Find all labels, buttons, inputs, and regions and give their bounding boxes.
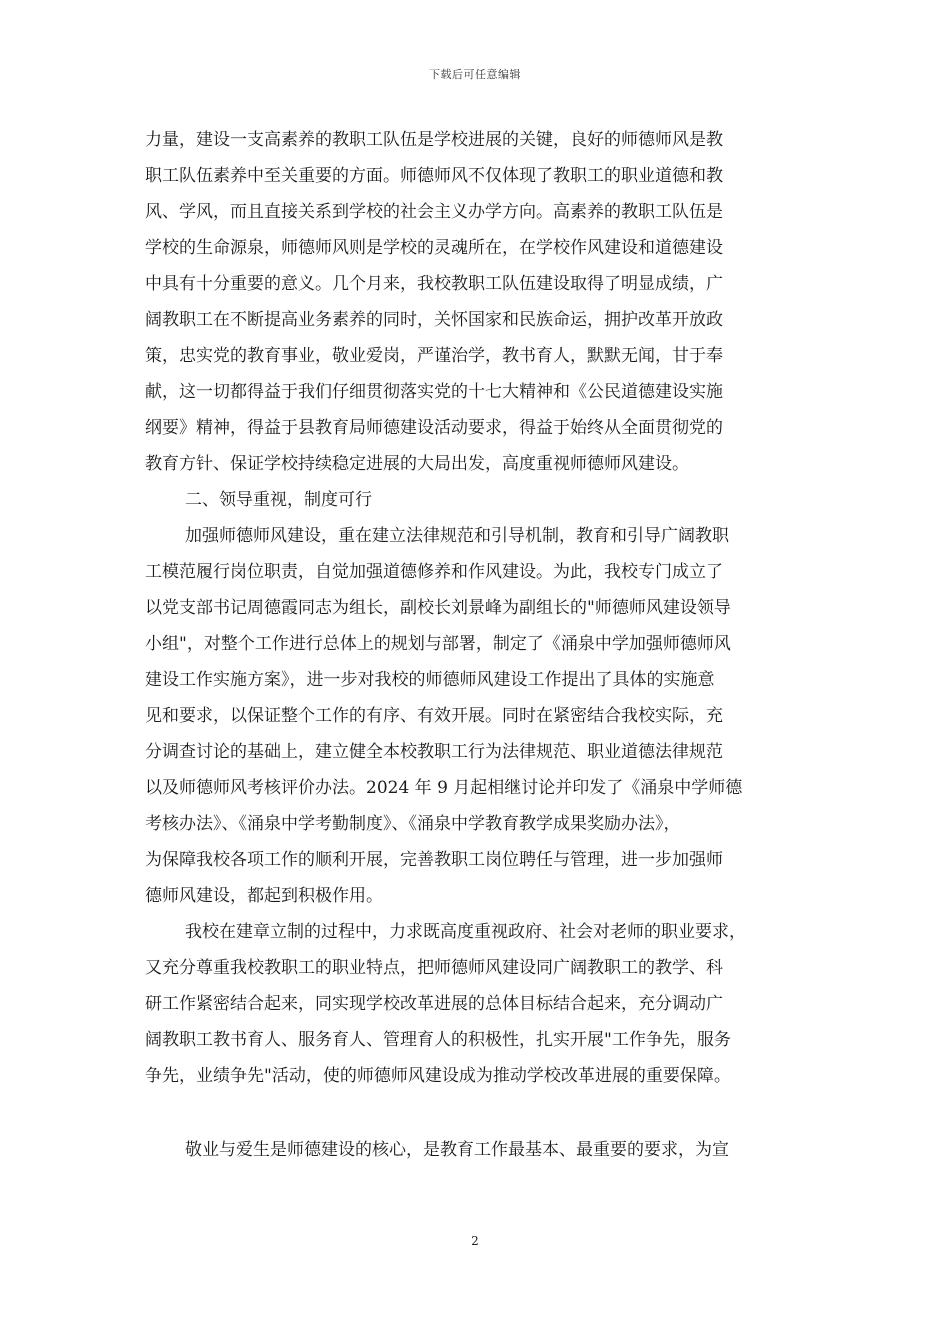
text-line: 风、学风，而且直接关系到学校的社会主义办学方向。高素养的教职工队伍是 [145,202,723,222]
text-line: 策，忠实党的教育事业，敬业爱岗，严谨治学，教书育人，默默无闻，甘于奉 [145,346,723,366]
text-line: 为保障我校各项工作的顺利开展，完善教职工岗位聘任与管理，进一步加强师 [145,850,723,870]
text-line: 建设工作实施方案》，进一步对我校的师德师风建设工作提出了具体的实施意 [145,670,715,690]
text-line: 阔教职工在不断提高业务素养的同时，关怀国家和民族命运，拥护改革开放政 [145,310,723,330]
text-line: 以党支部书记周德霞同志为组长，副校长刘景峰为副组长的"师德师风建设领导 [145,598,731,618]
text-line: 我校在建章立制的过程中，力求既高度重视政府、社会对老师的职业要求， [185,922,746,942]
text-line: 以及师德师风考核评价办法。2024 年 9 月起相继讨论并印发了《涌泉中学师德 [145,778,743,798]
text-line: 力量，建设一支高素养的教职工队伍是学校进展的关键，良好的师德师风是教 [145,130,723,150]
text-line: 中具有十分重要的意义。几个月来，我校教职工队伍建设取得了明显成绩，广 [145,274,723,294]
text-line: 研工作紧密结合起来，同实现学校改革进展的总体目标结合起来，充分调动广 [145,994,723,1014]
text-line: 见和要求，以保证整个工作的有序、有效开展。同时在紧密结合我校实际，充 [145,706,723,726]
paragraph-spacer [145,1094,807,1132]
paragraph-3 [145,914,807,1094]
document-body [145,122,807,1168]
text-line: 分调查讨论的基础上，建立健全本校教职工行为法律规范、职业道德法律规范 [145,742,723,762]
section-heading [145,482,807,518]
text-line: 献，这一切都得益于我们仔细贯彻落实党的十七大精神和《公民道德建设实施 [145,382,723,402]
paragraph-2 [145,518,807,914]
text-line: 又充分尊重我校教职工的职业特点，把师德师风建设同广阔教职工的教学、科 [145,958,723,978]
text-line: 争先，业绩争先"活动，使的师德师风建设成为推动学校改革进展的重要保障。 [145,1066,731,1086]
text-line: 工模范履行岗位职责，自觉加强道德修养和作风建设。为此，我校专门成立了 [145,562,723,582]
section-heading-text: 二、领导重视，制度可行 [185,490,372,510]
text-line: 教育方针、保证学校持续稳定进展的大局出发，高度重视师德师风建设。 [145,454,689,474]
text-line: 德师风建设，都起到积极作用。 [145,886,383,906]
page-number: 2 [471,1234,479,1248]
paragraph-4 [145,1132,807,1168]
text-line: 考核办法》、《涌泉中学考勤制度》、《涌泉中学教育教学成果奖励办法》， [145,814,681,834]
paragraph-1 [145,122,807,482]
text-line: 阔教职工教书育人、服务育人、管理育人的积极性，扎实开展"工作争先，服务 [145,1030,731,1050]
text-line: 职工队伍素养中至关重要的方面。师德师风不仅体现了教职工的职业道德和教 [145,166,723,186]
text-line: 加强师德师风建设，重在建立法律规范和引导机制，教育和引导广阔教职 [185,526,729,546]
text-line: 敬业与爱生是师德建设的核心，是教育工作最基本、最重要的要求，为宣 [185,1140,729,1160]
text-line: 小组"，对整个工作进行总体上的规划与部署，制定了《涌泉中学加强师德师风 [145,634,731,654]
page-header-note: 下载后可任意编辑 [429,68,521,81]
text-line: 纲要》精神，得益于县教育局师德建设活动要求，得益于始终从全面贯彻党的 [145,418,723,438]
text-line: 学校的生命源泉，师德师风则是学校的灵魂所在，在学校作风建设和道德建设 [145,238,723,258]
